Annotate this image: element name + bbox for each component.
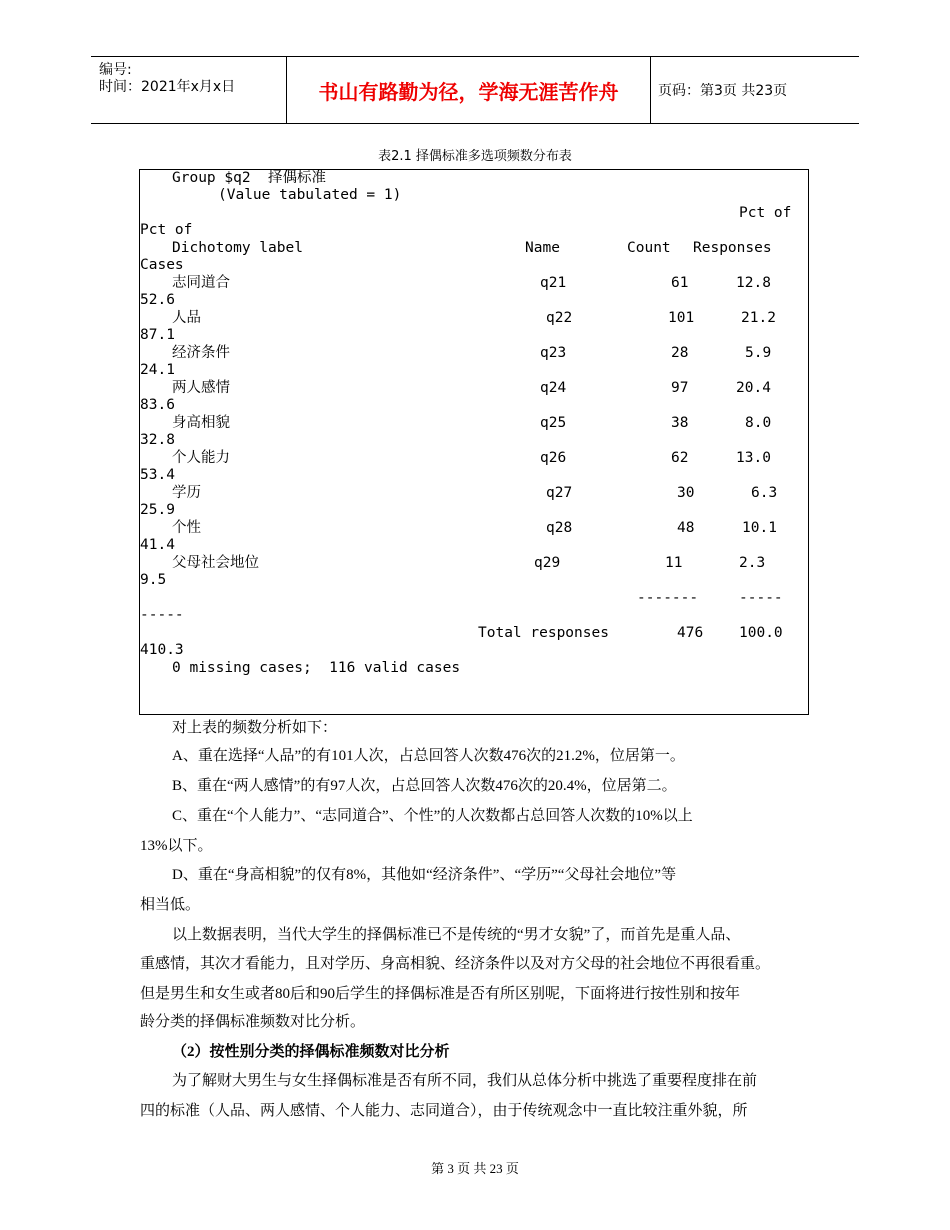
document-date: 时间：2021年x月x日 bbox=[99, 79, 236, 95]
table-row-pct-responses: 6.3 bbox=[751, 485, 778, 501]
section-paragraph-line-1: 为了解财大男生与女生择偶标准是否有所不同，我们从总体分析中挑选了重要程度排在前 bbox=[172, 1073, 758, 1089]
table-row-pct-cases: 53.4 bbox=[140, 467, 175, 483]
table-row-name: q29 bbox=[534, 555, 561, 571]
frequency-table-box bbox=[139, 169, 809, 715]
table-row-label: 个性 bbox=[172, 520, 201, 536]
separator-cases: ----- bbox=[140, 607, 184, 623]
analysis-item-b: B、重在“两人感情”的有97人次，占总回答人次数476次的20.4%，位居第二。 bbox=[172, 778, 677, 794]
table-row-count: 97 bbox=[671, 380, 689, 396]
header-info bbox=[99, 62, 235, 96]
table-row-pct-cases: 25.9 bbox=[140, 502, 175, 518]
conclusion-line-4: 龄分类的择偶标准频数对比分析。 bbox=[140, 1014, 366, 1030]
table-row-pct-cases: 24.1 bbox=[140, 362, 175, 378]
pct-of-header: Pct of bbox=[739, 205, 792, 221]
table-row-pct-cases: 41.4 bbox=[140, 537, 175, 553]
table-row-label: 父母社会地位 bbox=[172, 555, 259, 571]
table-row-pct-cases: 83.6 bbox=[140, 397, 175, 413]
table-row-pct-cases: 52.6 bbox=[140, 292, 175, 308]
table-row-count: 30 bbox=[677, 485, 695, 501]
table-row-name: q26 bbox=[540, 450, 567, 466]
table-caption: 表2.1 择偶标准多选项频数分布表 bbox=[378, 149, 572, 164]
table-row-label: 经济条件 bbox=[172, 345, 230, 361]
page-footer: 第 3 页 共 23 页 bbox=[431, 1161, 519, 1176]
page-header bbox=[91, 56, 859, 124]
column-header-cases: Cases bbox=[140, 257, 184, 273]
table-row-label: 志同道合 bbox=[172, 275, 230, 291]
table-row-pct-responses: 8.0 bbox=[745, 415, 772, 431]
table-row-count: 28 bbox=[671, 345, 689, 361]
analysis-item-c-cont: 13%以下。 bbox=[140, 838, 213, 854]
total-pct-cases: 410.3 bbox=[140, 642, 184, 658]
table-row-name: q24 bbox=[540, 380, 567, 396]
analysis-item-d: D、重在“身高相貌”的仅有8%，其他如“经济条件”、“学历”“父母社会地位”等 bbox=[172, 867, 677, 883]
analysis-intro: 对上表的频数分析如下： bbox=[172, 720, 338, 736]
total-count: 476 bbox=[677, 625, 704, 641]
header-motto: 书山有路勤为径，学海无涯苦作舟 bbox=[286, 57, 651, 123]
table-row-pct-responses: 10.1 bbox=[742, 520, 777, 536]
column-header-label: Dichotomy label bbox=[172, 240, 303, 256]
table-row-name: q22 bbox=[546, 310, 573, 326]
table-row-count: 61 bbox=[671, 275, 689, 291]
table-row-pct-responses: 21.2 bbox=[741, 310, 776, 326]
analysis-item-c: C、重在“个人能力”、“志同道合”、个性”的人次数都占总回答人次数的10%以上 bbox=[172, 808, 693, 824]
column-header-responses: Responses bbox=[693, 240, 772, 256]
table-row-label: 人品 bbox=[172, 310, 201, 326]
table-row-pct-responses: 20.4 bbox=[736, 380, 771, 396]
column-header-count: Count bbox=[627, 240, 671, 256]
analysis-item-d-cont: 相当低。 bbox=[140, 897, 201, 913]
table-row-count: 11 bbox=[665, 555, 683, 571]
table-row-pct-responses: 13.0 bbox=[736, 450, 771, 466]
value-tabulated-line: (Value tabulated = 1) bbox=[218, 187, 402, 203]
table-row-label: 两人感情 bbox=[172, 380, 230, 396]
group-line: Group $q2 择偶标准 bbox=[172, 170, 327, 186]
table-row-pct-cases: 87.1 bbox=[140, 327, 175, 343]
table-row-count: 48 bbox=[677, 520, 695, 536]
conclusion-line-1: 以上数据表明，当代大学生的择偶标准已不是传统的“男才女貌”了，而首先是重人品、 bbox=[172, 927, 741, 943]
table-row-count: 38 bbox=[671, 415, 689, 431]
table-row-pct-responses: 5.9 bbox=[745, 345, 772, 361]
table-row-pct-responses: 12.8 bbox=[736, 275, 771, 291]
table-row-label: 身高相貌 bbox=[172, 415, 230, 431]
analysis-item-a: A、重在选择“人品”的有101人次，占总回答人次数476次的21.2%，位居第一。 bbox=[172, 748, 685, 764]
pct-of-header-wrap: Pct of bbox=[140, 222, 193, 238]
section-heading: （2）按性别分类的择偶标准频数对比分析 bbox=[172, 1044, 450, 1060]
table-row-name: q23 bbox=[540, 345, 567, 361]
table-row-name: q27 bbox=[546, 485, 573, 501]
table-row-name: q25 bbox=[540, 415, 567, 431]
total-pct-responses: 100.0 bbox=[739, 625, 783, 641]
separator-count: ------- bbox=[637, 590, 699, 606]
section-paragraph-line-2: 四的标准（人品、两人感情、个人能力、志同道合），由于传统观念中一直比较注重外貌，所 bbox=[140, 1103, 748, 1119]
conclusion-line-3: 但是男生和女生或者80后和90后学生的择偶标准是否有所区别呢，下面将进行按性别和按年 bbox=[140, 986, 741, 1002]
table-row-count: 101 bbox=[668, 310, 695, 326]
table-row-count: 62 bbox=[671, 450, 689, 466]
conclusion-line-2: 重感情，其次才看能力，且对学历、身高相貌、经济条件以及对方父母的社会地位不再很看重。 bbox=[140, 956, 771, 972]
separator-responses: ----- bbox=[739, 590, 783, 606]
table-row-pct-cases: 32.8 bbox=[140, 432, 175, 448]
missing-cases-line: 0 missing cases; 116 valid cases bbox=[172, 660, 461, 676]
table-row-name: q28 bbox=[546, 520, 573, 536]
table-row-pct-responses: 2.3 bbox=[739, 555, 766, 571]
document-number-label: 编号: bbox=[99, 62, 132, 78]
total-responses-label: Total responses bbox=[478, 625, 609, 641]
header-page-number: 页码：第3页 共23页 bbox=[658, 83, 788, 99]
table-row-pct-cases: 9.5 bbox=[140, 572, 167, 588]
column-header-name: Name bbox=[525, 240, 560, 256]
table-row-label: 个人能力 bbox=[172, 450, 230, 466]
table-row-label: 学历 bbox=[172, 485, 201, 501]
table-row-name: q21 bbox=[540, 275, 567, 291]
